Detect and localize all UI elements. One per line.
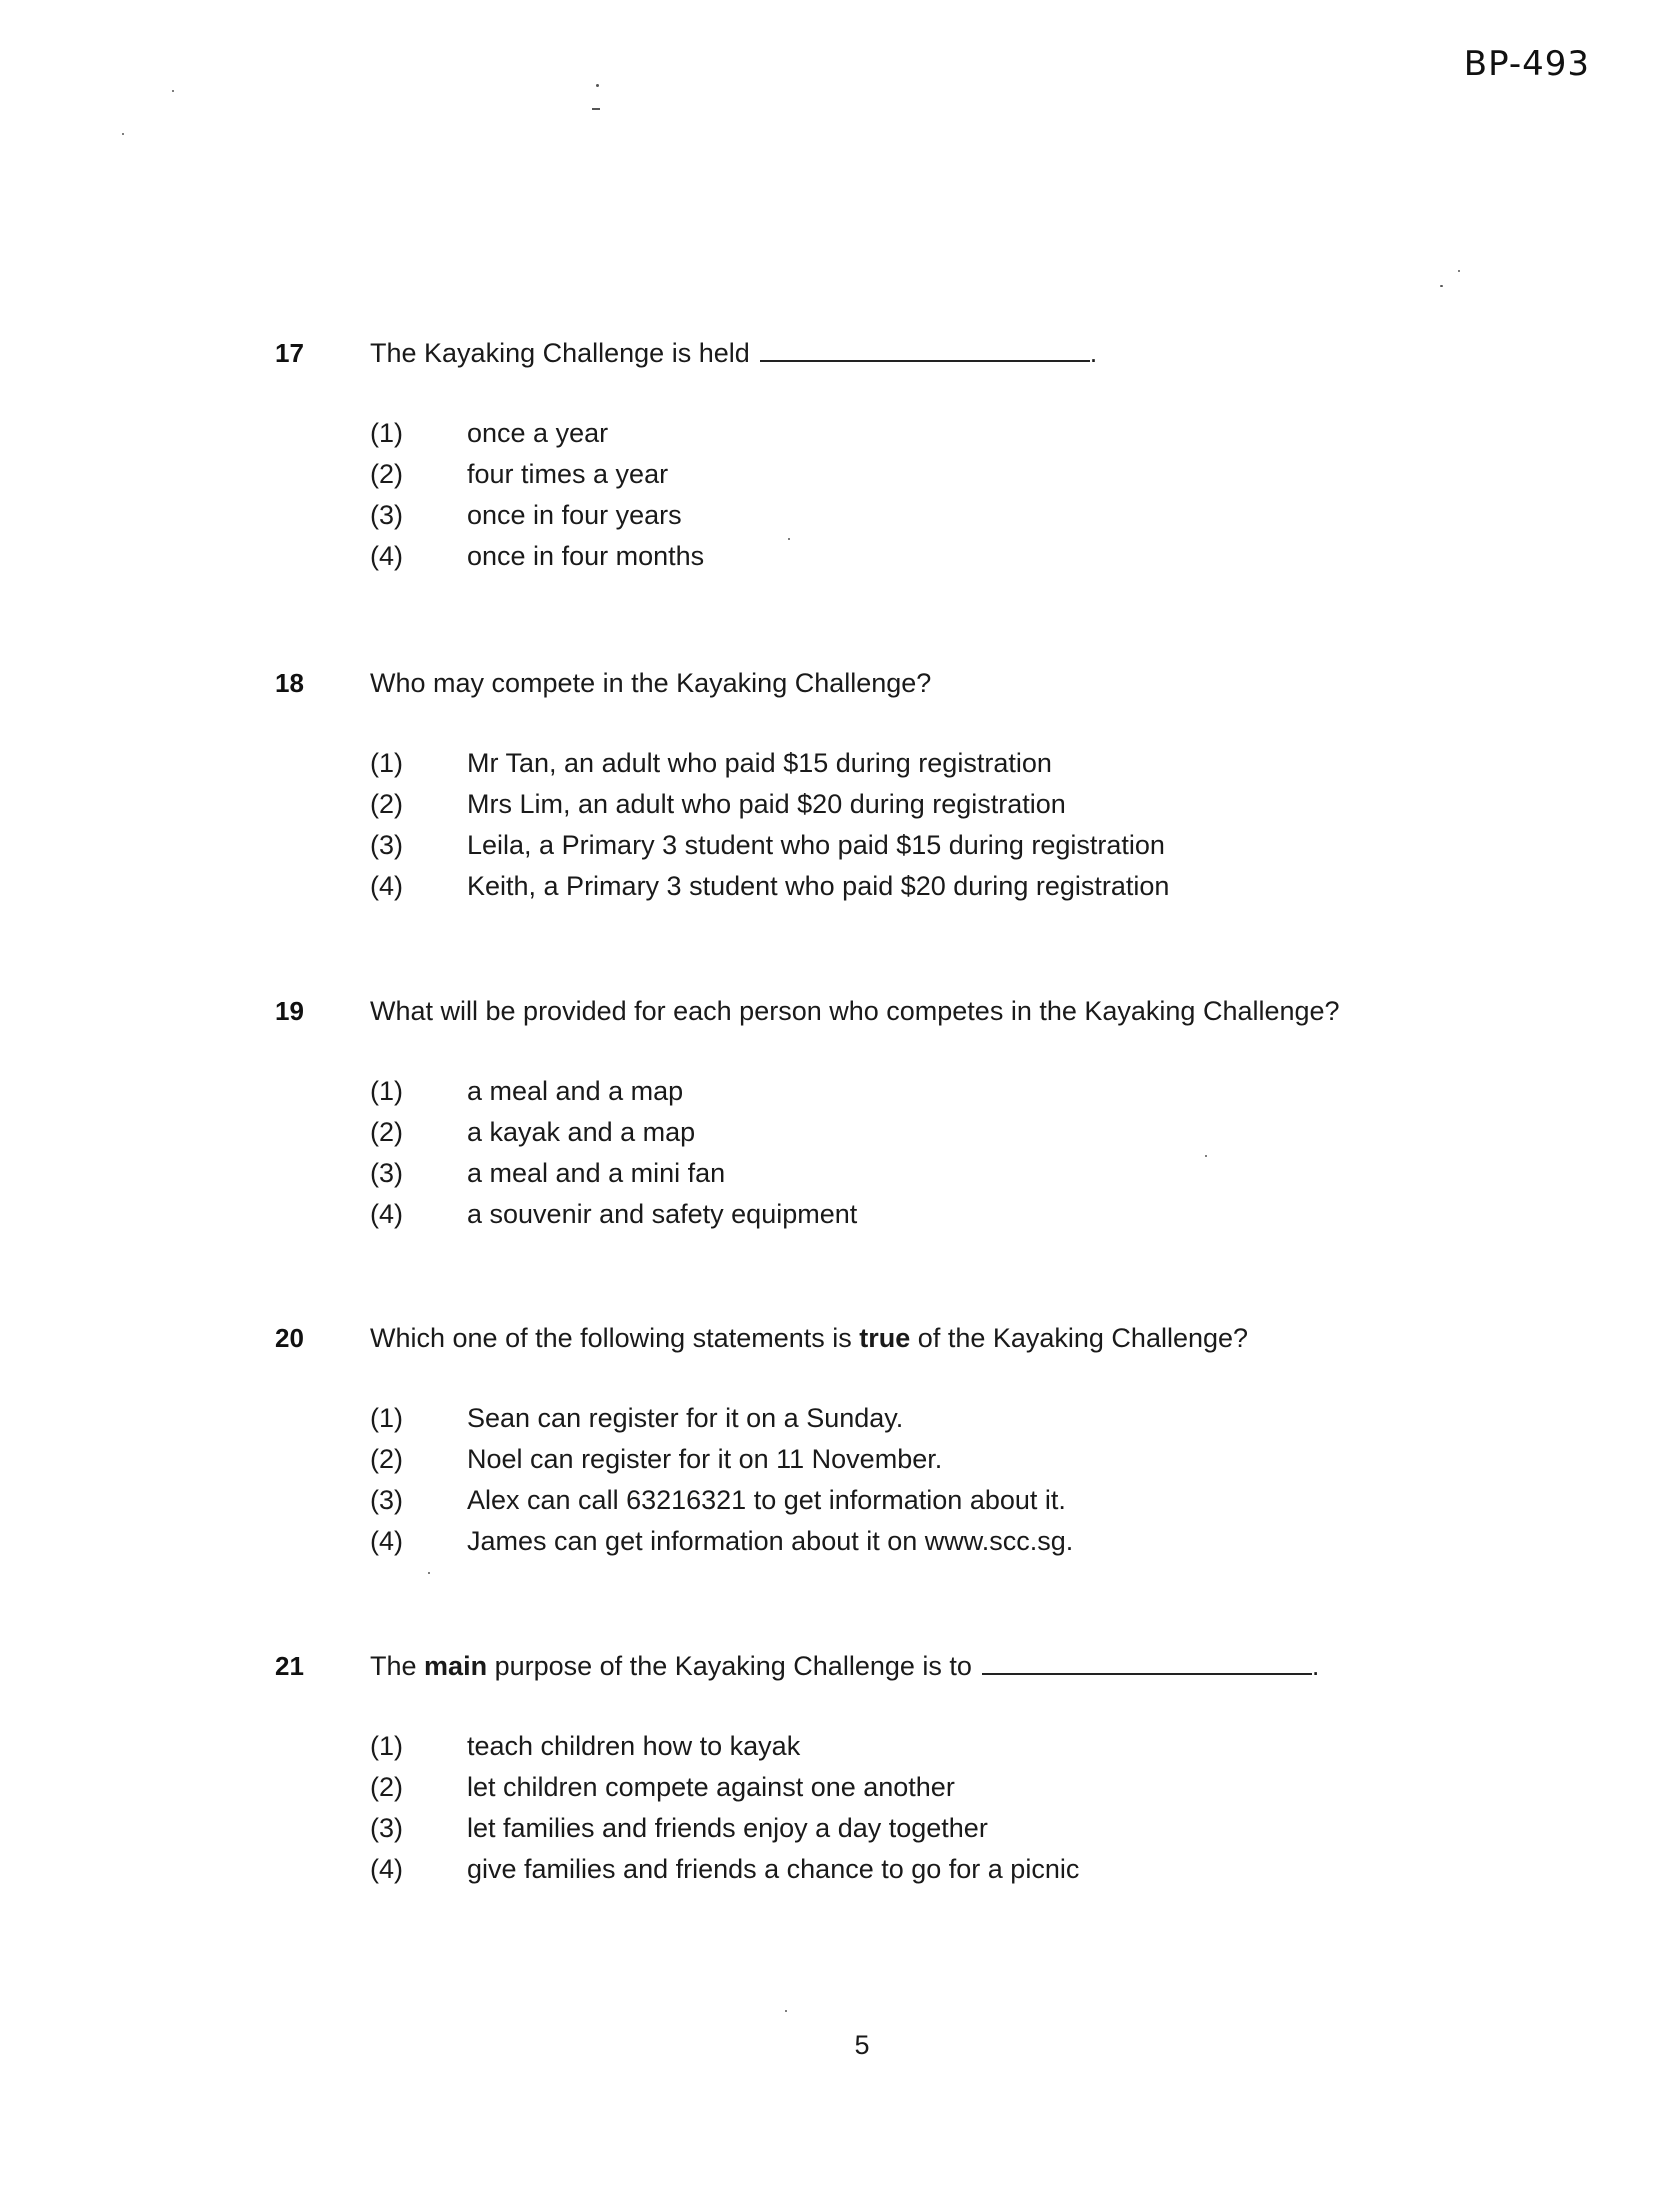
option-text: Noel can register for it on 11 November. — [467, 1444, 943, 1474]
option-label: (1) — [370, 1403, 403, 1433]
option-label: (2) — [370, 789, 403, 819]
option-text: a kayak and a map — [467, 1117, 696, 1147]
scan-speck — [785, 2010, 787, 2012]
option-label: (4) — [370, 1199, 403, 1229]
answer-option[interactable] — [370, 1117, 857, 1158]
option-text: a meal and a map — [467, 1076, 684, 1106]
option-text: Alex can call 63216321 to get information about it. — [467, 1485, 1066, 1515]
option-text: teach children how to kayak — [467, 1731, 801, 1761]
answer-blank — [760, 338, 1090, 362]
answer-option[interactable] — [370, 1526, 1073, 1567]
answer-options — [370, 418, 704, 582]
scan-speck — [1440, 285, 1443, 287]
option-text: four times a year — [467, 459, 669, 489]
option-label: (3) — [370, 1485, 403, 1515]
answer-option[interactable] — [370, 1854, 1079, 1895]
question-number: 20 — [275, 1323, 304, 1353]
answer-options — [370, 748, 1169, 912]
option-label: (4) — [370, 541, 403, 571]
answer-option[interactable] — [370, 541, 704, 582]
answer-option[interactable] — [370, 418, 704, 459]
question-stem — [370, 1323, 1248, 1354]
option-text: James can get information about it on www.scc.sg. — [467, 1526, 1074, 1556]
option-label: (2) — [370, 1117, 403, 1147]
option-label: (3) — [370, 830, 403, 860]
question-stem: The Kayaking Challenge is held . — [370, 338, 1098, 368]
page-number: 5 — [854, 2030, 870, 2060]
answer-option[interactable] — [370, 1158, 857, 1199]
option-label: (2) — [370, 1772, 403, 1802]
scan-speck — [122, 133, 124, 135]
option-text: Sean can register for it on a Sunday. — [467, 1403, 904, 1433]
scan-speck — [1458, 270, 1460, 272]
stem-text: The — [370, 1651, 417, 1681]
option-label: (3) — [370, 500, 403, 530]
scan-speck — [592, 108, 600, 110]
answer-options — [370, 1731, 1079, 1895]
answer-option[interactable] — [370, 1076, 857, 1117]
answer-options — [370, 1403, 1073, 1567]
answer-option[interactable] — [370, 1199, 857, 1240]
option-label: (2) — [370, 1444, 403, 1474]
stem-text: The Kayaking Challenge is held — [370, 338, 750, 368]
option-label: (1) — [370, 418, 403, 448]
scan-speck — [788, 538, 790, 540]
answer-option[interactable] — [370, 1813, 1079, 1854]
option-text: Mrs Lim, an adult who paid $20 during registration — [467, 789, 1066, 819]
answer-option[interactable] — [370, 459, 704, 500]
answer-option[interactable] — [370, 1444, 1073, 1485]
option-text: let children compete against one another — [467, 1772, 955, 1802]
answer-options — [370, 1076, 857, 1240]
option-label: (4) — [370, 871, 403, 901]
answer-option[interactable] — [370, 871, 1169, 912]
option-text: give families and friends a chance to go for a picnic — [467, 1854, 1080, 1884]
option-text: a souvenir and safety equipment — [467, 1199, 858, 1229]
question-stem: Who may compete in the Kayaking Challenge? — [370, 668, 932, 698]
option-label: (1) — [370, 1731, 403, 1761]
document-code: BP-493 — [1463, 44, 1590, 84]
answer-option[interactable] — [370, 500, 704, 541]
stem-text: of the Kayaking Challenge? — [917, 1323, 1249, 1353]
stem-text: purpose of the Kayaking Challenge is to — [494, 1651, 972, 1681]
option-text: once in four years — [467, 500, 682, 530]
question-stem: The main purpose of the Kayaking Challenge is to . — [370, 1651, 1320, 1681]
answer-option[interactable] — [370, 1731, 1079, 1772]
question-number: 19 — [275, 996, 304, 1026]
option-label: (3) — [370, 1813, 403, 1843]
answer-option[interactable] — [370, 830, 1169, 871]
option-text: a meal and a mini fan — [467, 1158, 726, 1188]
question-number: 18 — [275, 668, 304, 698]
question-number: 21 — [275, 1651, 304, 1681]
answer-option[interactable] — [370, 1485, 1073, 1526]
stem-emphasis: main — [424, 1651, 488, 1681]
scan-speck — [428, 1572, 430, 1574]
question-stem: What will be provided for each person who competes in the Kayaking Challenge? — [370, 996, 1340, 1026]
scan-speck — [1205, 1155, 1207, 1157]
option-label: (4) — [370, 1526, 403, 1556]
option-label: (2) — [370, 459, 403, 489]
option-text: Leila, a Primary 3 student who paid $15 during registration — [467, 830, 1165, 860]
option-text: Keith, a Primary 3 student who paid $20 during registration — [467, 871, 1170, 901]
answer-option[interactable] — [370, 789, 1169, 830]
answer-blank — [982, 1651, 1312, 1675]
option-label: (4) — [370, 1854, 403, 1884]
answer-option[interactable] — [370, 1772, 1079, 1813]
stem-text: Which one of the following statements is — [370, 1323, 852, 1353]
option-text: once a year — [467, 418, 609, 448]
answer-option[interactable] — [370, 748, 1169, 789]
option-text: once in four months — [467, 541, 705, 571]
question-number: 17 — [275, 338, 304, 368]
stem-emphasis: true — [859, 1323, 911, 1353]
option-label: (1) — [370, 748, 403, 778]
option-text: Mr Tan, an adult who paid $15 during registration — [467, 748, 1052, 778]
option-text: let families and friends enjoy a day together — [467, 1813, 988, 1843]
answer-option[interactable] — [370, 1403, 1073, 1444]
scan-speck — [596, 84, 599, 87]
option-label: (1) — [370, 1076, 403, 1106]
option-label: (3) — [370, 1158, 403, 1188]
scan-speck — [172, 90, 174, 92]
